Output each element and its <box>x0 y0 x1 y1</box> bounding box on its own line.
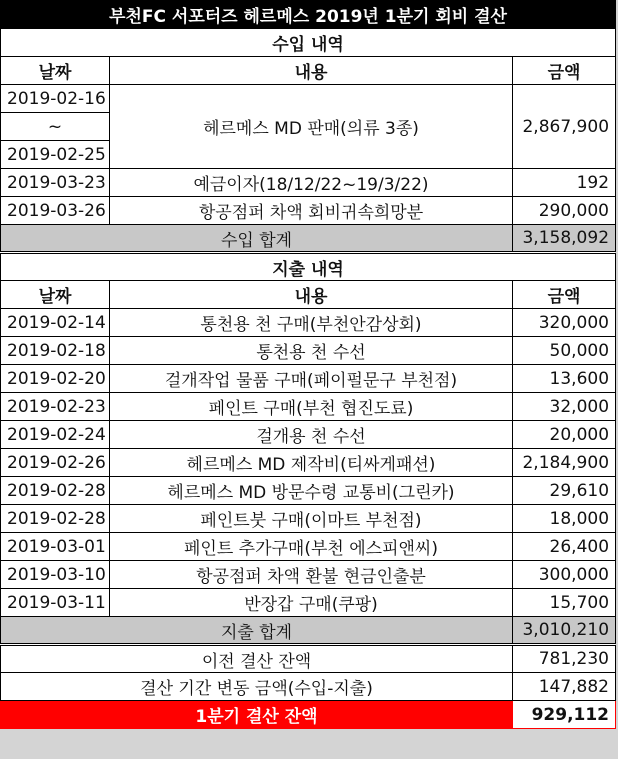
expense-header-date[interactable]: 날짜 <box>1 281 110 309</box>
previous-balance-row <box>1 645 616 673</box>
final-balance-amount[interactable]: 929,112 <box>513 701 616 729</box>
expense-desc[interactable]: 헤르메스 MD 방문수령 교통비(그린카) <box>110 477 513 505</box>
expense-amount[interactable]: 29,610 <box>513 477 616 505</box>
income-date-sep[interactable]: ~ <box>1 113 110 141</box>
income-amount[interactable]: 290,000 <box>513 197 616 225</box>
expense-row <box>1 533 616 561</box>
income-section-title[interactable]: 수입 내역 <box>1 29 616 57</box>
income-total-label[interactable]: 수입 합계 <box>1 225 513 253</box>
income-row <box>1 197 616 225</box>
expense-row <box>1 393 616 421</box>
expense-section-row <box>1 253 616 281</box>
income-desc[interactable]: 예금이자(18/12/22~19/3/22) <box>110 169 513 197</box>
expense-desc[interactable]: 반장갑 구매(쿠팡) <box>110 589 513 617</box>
expense-date[interactable]: 2019-02-28 <box>1 505 110 533</box>
expense-row <box>1 505 616 533</box>
expense-row <box>1 421 616 449</box>
income-header-desc[interactable]: 내용 <box>110 57 513 85</box>
expense-row <box>1 477 616 505</box>
expense-date[interactable]: 2019-02-26 <box>1 449 110 477</box>
expense-amount[interactable]: 50,000 <box>513 337 616 365</box>
expense-date[interactable]: 2019-02-20 <box>1 365 110 393</box>
expense-amount[interactable]: 320,000 <box>513 309 616 337</box>
expense-total-label[interactable]: 지출 합계 <box>1 617 513 645</box>
income-row <box>1 169 616 197</box>
expense-desc[interactable]: 페인트 추가구매(부천 에스피앤씨) <box>110 533 513 561</box>
expense-section-title[interactable]: 지출 내역 <box>1 253 616 281</box>
expense-desc[interactable]: 통천용 천 구매(부천안감상회) <box>110 309 513 337</box>
previous-balance-amount[interactable]: 781,230 <box>513 645 616 673</box>
expense-desc[interactable]: 항공점퍼 차액 환불 현금인출분 <box>110 561 513 589</box>
expense-row <box>1 365 616 393</box>
expense-amount[interactable]: 2,184,900 <box>513 449 616 477</box>
expense-date[interactable]: 2019-02-23 <box>1 393 110 421</box>
expense-date[interactable]: 2019-02-14 <box>1 309 110 337</box>
change-amount-label[interactable]: 결산 기간 변동 금액(수입-지출) <box>1 673 513 701</box>
income-date[interactable]: 2019-03-26 <box>1 197 110 225</box>
income-total-amount[interactable]: 3,158,092 <box>513 225 616 253</box>
income-total-row <box>1 225 616 253</box>
final-balance-label[interactable]: 1분기 결산 잔액 <box>1 701 513 729</box>
income-header-row <box>1 57 616 85</box>
income-amount[interactable]: 192 <box>513 169 616 197</box>
income-amount[interactable]: 2,867,900 <box>513 85 616 169</box>
expense-amount[interactable]: 32,000 <box>513 393 616 421</box>
final-balance-row <box>1 701 616 729</box>
income-desc[interactable]: 항공점퍼 차액 회비귀속희망분 <box>110 197 513 225</box>
expense-header-row <box>1 281 616 309</box>
expense-desc[interactable]: 통천용 천 수선 <box>110 337 513 365</box>
income-header-date[interactable]: 날짜 <box>1 57 110 85</box>
expense-desc[interactable]: 헤르메스 MD 제작비(티싸게패션) <box>110 449 513 477</box>
income-date-start[interactable]: 2019-02-16 <box>1 85 110 113</box>
expense-amount[interactable]: 18,000 <box>513 505 616 533</box>
expense-date[interactable]: 2019-02-28 <box>1 477 110 505</box>
income-row <box>1 85 616 113</box>
expense-amount[interactable]: 20,000 <box>513 421 616 449</box>
income-date[interactable]: 2019-03-23 <box>1 169 110 197</box>
change-amount-value[interactable]: 147,882 <box>513 673 616 701</box>
expense-date[interactable]: 2019-03-11 <box>1 589 110 617</box>
title-row <box>1 1 616 29</box>
expense-row <box>1 449 616 477</box>
expense-desc[interactable]: 페인트붓 구매(이마트 부천점) <box>110 505 513 533</box>
expense-date[interactable]: 2019-02-24 <box>1 421 110 449</box>
expense-amount[interactable]: 13,600 <box>513 365 616 393</box>
expense-row <box>1 561 616 589</box>
income-desc[interactable]: 헤르메스 MD 판매(의류 3종) <box>110 85 513 169</box>
change-amount-row <box>1 673 616 701</box>
expense-amount[interactable]: 300,000 <box>513 561 616 589</box>
expense-total-amount[interactable]: 3,010,210 <box>513 617 616 645</box>
expense-total-row <box>1 617 616 645</box>
expense-desc[interactable]: 걸개용 천 수선 <box>110 421 513 449</box>
expense-header-desc[interactable]: 내용 <box>110 281 513 309</box>
sheet-title[interactable]: 부천FC 서포터즈 헤르메스 2019년 1분기 회비 결산 <box>1 1 616 29</box>
expense-row <box>1 309 616 337</box>
expense-desc[interactable]: 페인트 구매(부천 협진도료) <box>110 393 513 421</box>
expense-amount[interactable]: 15,700 <box>513 589 616 617</box>
expense-amount[interactable]: 26,400 <box>513 533 616 561</box>
income-header-amount[interactable]: 금액 <box>513 57 616 85</box>
expense-desc[interactable]: 걸개작업 물품 구매(페이펄문구 부천점) <box>110 365 513 393</box>
income-date-end[interactable]: 2019-02-25 <box>1 141 110 169</box>
previous-balance-label[interactable]: 이전 결산 잔액 <box>1 645 513 673</box>
expense-header-amount[interactable]: 금액 <box>513 281 616 309</box>
expense-date[interactable]: 2019-02-18 <box>1 337 110 365</box>
expense-date[interactable]: 2019-03-01 <box>1 533 110 561</box>
expense-row <box>1 589 616 617</box>
expense-row <box>1 337 616 365</box>
expense-date[interactable]: 2019-03-10 <box>1 561 110 589</box>
income-section-row <box>1 29 616 57</box>
